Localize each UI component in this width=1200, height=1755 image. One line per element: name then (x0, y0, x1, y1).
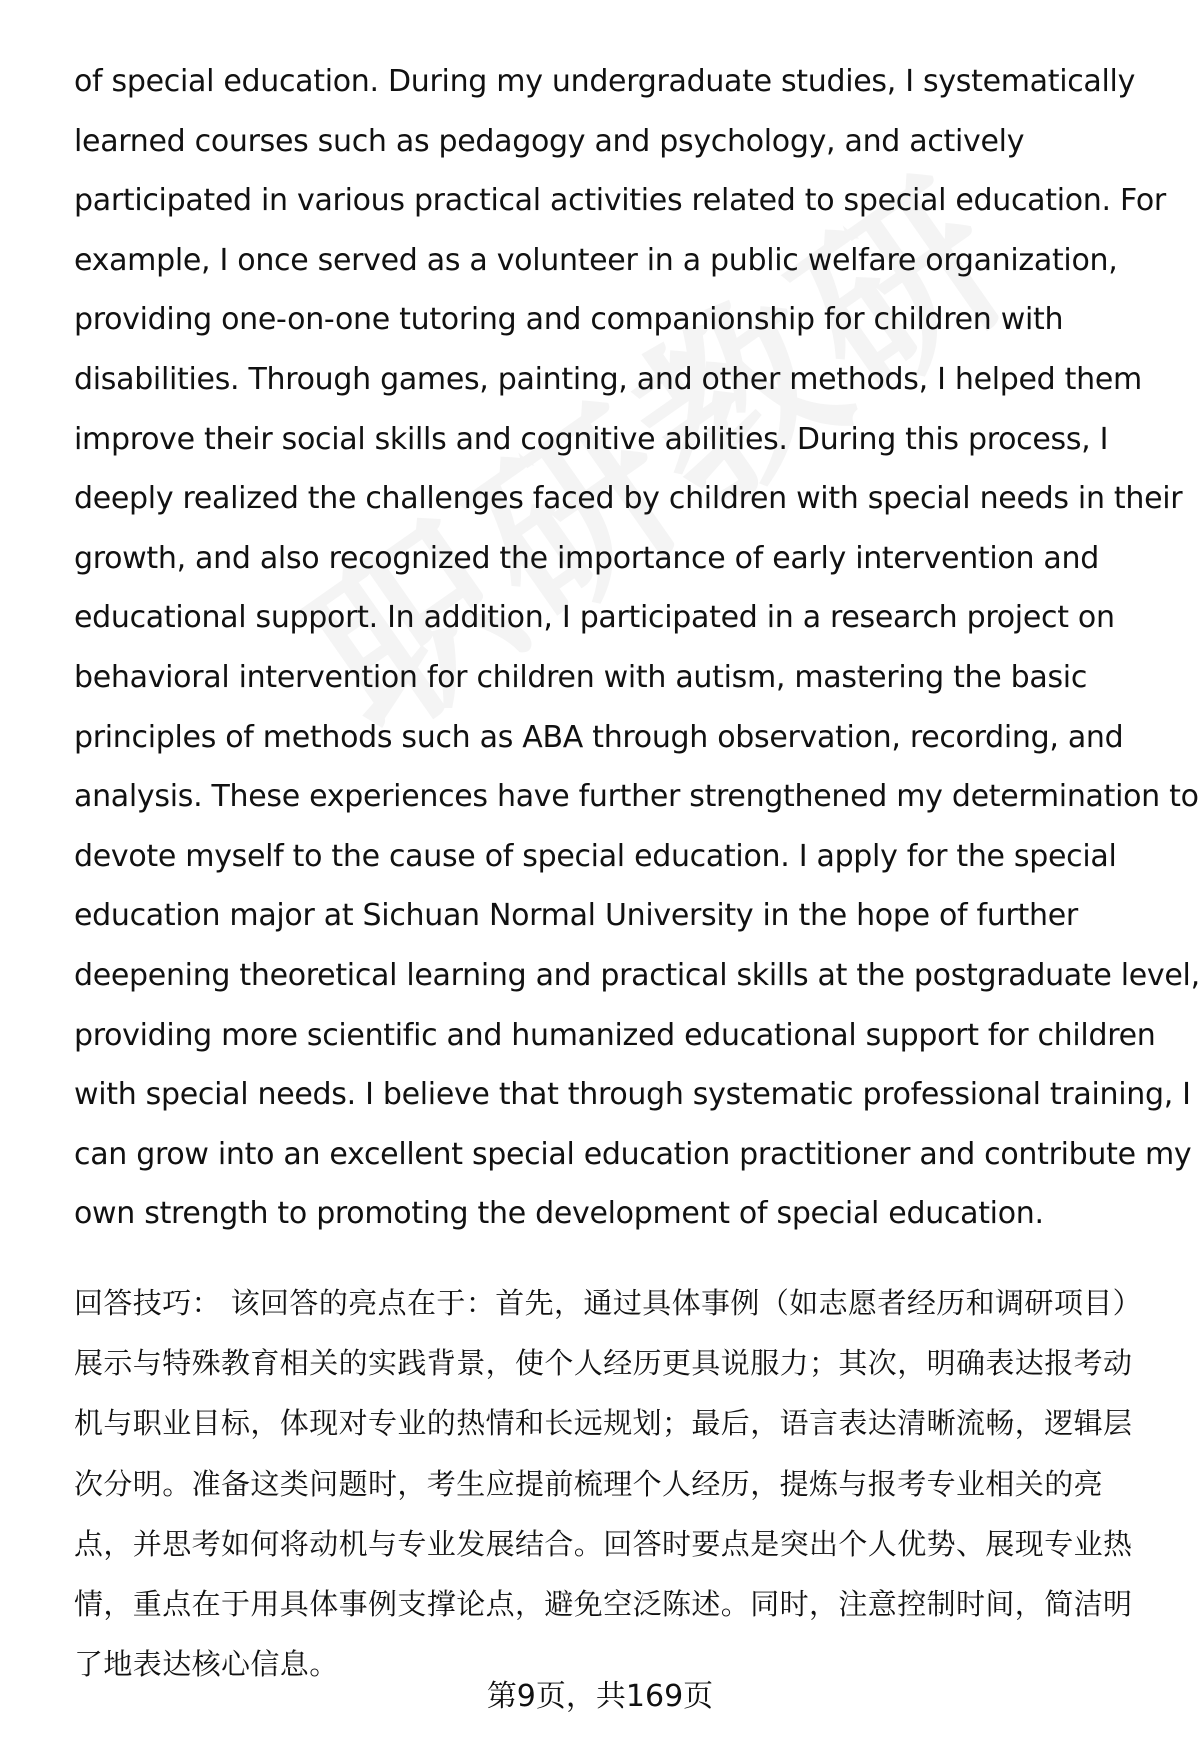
answer-line: behavioral intervention for children with autism, mastering the basic (74, 659, 1088, 695)
answer-line: deeply realized the challenges faced by children with special needs in their (74, 481, 1183, 517)
answer-line: educational support. In addition, I participated in a research project on (74, 600, 1115, 636)
tips-line: 回答技巧： 该回答的亮点在于：首先，通过具体事例（如志愿者经历和调研项目） (74, 1286, 1143, 1320)
answer-line: learned courses such as pedagogy and psychology, and actively (74, 123, 1025, 159)
answer-line: providing more scientific and humanized educational support for children (74, 1017, 1156, 1053)
answer-line: of special education. During my undergraduate studies, I systematically (74, 64, 1136, 99)
answer-line: disabilities. Through games, painting, and other methods, I helped them (74, 361, 1142, 397)
answer-line: can grow into an excellent special education practitioner and contribute my (74, 1136, 1192, 1172)
answer-line: principles of methods such as ABA through observation, recording, and (74, 719, 1124, 755)
answer-line: devote myself to the cause of special education. I apply for the special (74, 838, 1117, 874)
tips-line: 次分明。准备这类问题时，考生应提前梳理个人经历，提炼与报考专业相关的亮 (74, 1466, 1104, 1501)
answer-tips-paragraph (74, 1273, 1164, 1694)
answer-paragraph (74, 52, 1200, 1244)
answer-line: example, I once served as a volunteer in a public welfare organization, (74, 242, 1118, 278)
answer-line: participated in various practical activities related to special education. For (74, 183, 1166, 219)
tips-line: 情，重点在于用具体事例支撑论点，避免空泛陈述。同时，注意控制时间，简洁明 (74, 1586, 1133, 1621)
tips-line: 点，并思考如何将动机与专业发展结合。回答时要点是突出个人优势、展现专业热 (74, 1526, 1133, 1561)
answer-line: with special needs. I believe that through systematic professional training, I (74, 1077, 1191, 1113)
answer-line: improve their social skills and cognitive abilities. During this process, I (74, 421, 1109, 457)
page-number: 第9页，共169页 (486, 1679, 714, 1714)
answer-line: growth, and also recognized the importance of early intervention and (74, 540, 1099, 576)
tips-line: 展示与特殊教育相关的实践背景，使个人经历更具说服力；其次，明确表达报考动 (74, 1346, 1133, 1381)
answer-line: deepening theoretical learning and practical skills at the postgraduate level, (74, 957, 1200, 993)
answer-line: analysis. These experiences have further strengthened my determination to (74, 779, 1199, 815)
tips-line: 机与职业目标，体现对专业的热情和长远规划；最后，语言表达清晰流畅，逻辑层 (74, 1406, 1133, 1441)
answer-line: providing one-on-one tutoring and companionship for children with (74, 302, 1064, 338)
answer-line: education major at Sichuan Normal University in the hope of further (74, 898, 1078, 934)
answer-line: own strength to promoting the development of special education. (74, 1196, 1044, 1232)
tips-line: 了地表达核心信息。 (74, 1647, 339, 1682)
